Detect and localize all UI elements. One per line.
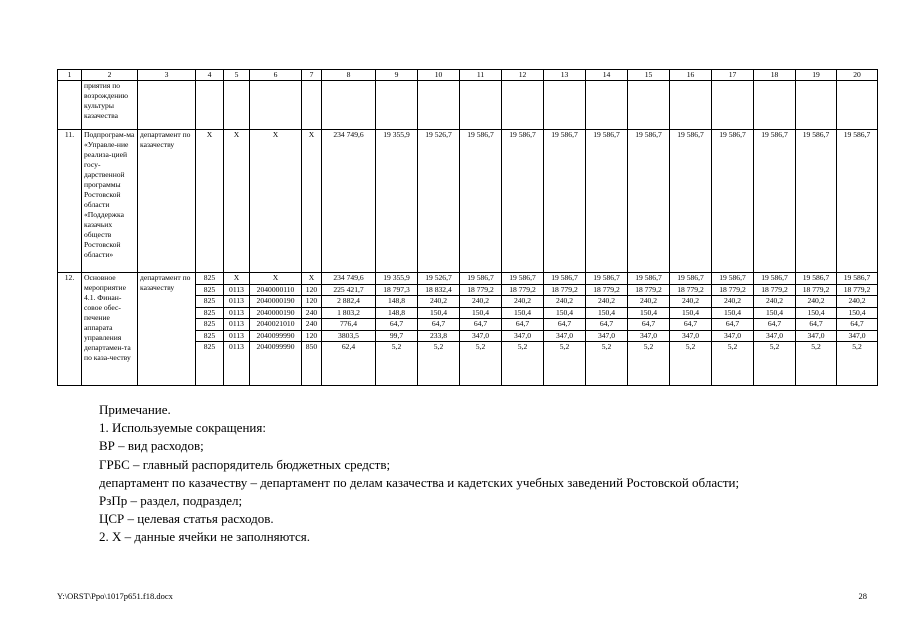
column-number-3: 3 [138, 70, 196, 81]
total-cell: 234 749,6 [322, 130, 376, 273]
grbs-cell: X [196, 130, 224, 273]
column-number-4: 4 [196, 70, 224, 81]
year-value: 240,2 [796, 295, 836, 307]
notes-title: Примечание. [99, 402, 171, 417]
year-value: 64,7 [376, 318, 417, 330]
grbs-value: 825 [196, 284, 223, 296]
row-name-cell: приятия по возрождению культуры казачества [82, 81, 138, 130]
year-value: 150,4 [502, 307, 543, 319]
year-value: 240,2 [712, 295, 753, 307]
grbs-value: 825 [196, 341, 223, 353]
vr-value: 120 [302, 284, 321, 296]
year-value: 150,4 [670, 307, 711, 319]
year-value: 18 779,2 [670, 284, 711, 296]
table-row-continuation [58, 81, 878, 130]
total-value: 225 421,7 [322, 284, 375, 296]
csr-value: 2040099990 [250, 341, 301, 353]
year-value-cell: 19 586,7 [670, 130, 712, 273]
table-header-row [58, 70, 878, 81]
year-value: 150,4 [544, 307, 585, 319]
notes-abbr-csr: ЦСР – целевая статья расходов. [99, 511, 274, 527]
total-value: 2 882,4 [322, 295, 375, 307]
csr-value: 2040000110 [250, 284, 301, 296]
notes-abbr-dept: департамент по казачеству – департамент по делам казачества и кадетских учебных заведений Ростовской области; [99, 474, 740, 490]
year-value-cell: 19 586,7 [544, 130, 586, 273]
year-column [418, 273, 460, 386]
year-value: 148,8 [376, 307, 417, 319]
year-value: 64,7 [670, 318, 711, 330]
column-number-16: 16 [670, 70, 712, 81]
year-value: 233,8 [418, 330, 459, 342]
total-column [322, 273, 376, 386]
column-number-15: 15 [628, 70, 670, 81]
year-value: 347,0 [628, 330, 669, 342]
table-row-main-activity [58, 273, 878, 386]
year-value: 64,7 [628, 318, 669, 330]
column-number-19: 19 [796, 70, 837, 81]
year-column [628, 273, 670, 386]
row-number: 11. [58, 130, 82, 273]
year-value-cell: 19 355,9 [376, 130, 418, 273]
column-number-18: 18 [754, 70, 796, 81]
year-value: 148,8 [376, 295, 417, 307]
year-value: 64,7 [712, 318, 753, 330]
year-value-cell: 19 586,7 [586, 130, 628, 273]
year-value: 19 526,7 [425, 273, 452, 282]
year-value: 150,4 [628, 307, 669, 319]
vr-value: X [308, 273, 315, 282]
vr-cell: X [302, 130, 322, 273]
year-value: 150,4 [796, 307, 836, 319]
year-value: 5,2 [837, 341, 877, 353]
column-number-5: 5 [224, 70, 250, 81]
rzpr-value: X [233, 273, 240, 282]
year-value-cell: 19 586,7 [712, 130, 754, 273]
footer-file-path: Y:\ORST\Ppo\1017p651.f18.docx [57, 591, 173, 601]
vr-value: 240 [302, 307, 321, 319]
year-value: 64,7 [502, 318, 543, 330]
year-column [376, 273, 418, 386]
grbs-value: 825 [196, 307, 223, 319]
year-value: 64,7 [837, 318, 877, 330]
year-value: 5,2 [544, 341, 585, 353]
year-value: 150,4 [460, 307, 501, 319]
csr-cell: X [250, 130, 302, 273]
year-value: 5,2 [628, 341, 669, 353]
year-value-cell: 19 586,7 [796, 130, 837, 273]
notes-abbr-rzpr: РзПр – раздел, подраздел; [99, 493, 243, 509]
year-value: 64,7 [544, 318, 585, 330]
year-value: 347,0 [796, 330, 836, 342]
year-value: 5,2 [460, 341, 501, 353]
year-value: 18 779,2 [502, 284, 543, 296]
year-value: 240,2 [418, 295, 459, 307]
csr-column [250, 273, 302, 386]
notes-block [99, 401, 739, 547]
year-column [544, 273, 586, 386]
year-value: 150,4 [418, 307, 459, 319]
vr-value: 850 [302, 341, 321, 353]
notes-abbr-vr: ВР – вид расходов; [99, 438, 204, 454]
year-value: 347,0 [586, 330, 627, 342]
year-value: 19 355,9 [383, 273, 410, 282]
grbs-value: 825 [196, 318, 223, 330]
year-value: 18 779,2 [796, 284, 836, 296]
year-column [670, 273, 712, 386]
year-column [796, 273, 837, 386]
year-value: 18 779,2 [460, 284, 501, 296]
year-value: 64,7 [460, 318, 501, 330]
csr-value: 2040000190 [250, 295, 301, 307]
year-value: 64,7 [418, 318, 459, 330]
year-value: 347,0 [670, 330, 711, 342]
year-value: 5,2 [712, 341, 753, 353]
csr-value: X [272, 273, 279, 282]
csr-value: 2040099990 [250, 330, 301, 342]
rzpr-value: 0113 [224, 284, 249, 296]
year-column [754, 273, 796, 386]
total-value: 3803,5 [322, 330, 375, 342]
year-value: 18 797,3 [376, 284, 417, 296]
rzpr-value: 0113 [224, 341, 249, 353]
year-value: 19 586,7 [635, 273, 662, 282]
year-value: 240,2 [544, 295, 585, 307]
executor-cell: департамент по казачеству [138, 273, 196, 386]
year-value-cell: 19 586,7 [460, 130, 502, 273]
year-value: 347,0 [502, 330, 543, 342]
year-value: 19 586,7 [509, 273, 536, 282]
year-value: 64,7 [586, 318, 627, 330]
year-value: 240,2 [586, 295, 627, 307]
vr-column [302, 273, 322, 386]
year-value: 347,0 [754, 330, 795, 342]
year-column [586, 273, 628, 386]
year-value: 347,0 [544, 330, 585, 342]
year-value: 19 586,7 [761, 273, 788, 282]
budget-table [57, 69, 878, 386]
year-value: 347,0 [712, 330, 753, 342]
year-value: 18 779,2 [586, 284, 627, 296]
rzpr-value: 0113 [224, 295, 249, 307]
total-value: 1 803,2 [322, 307, 375, 319]
rzpr-value: 0113 [224, 307, 249, 319]
column-number-14: 14 [586, 70, 628, 81]
column-number-10: 10 [418, 70, 460, 81]
year-value: 18 779,2 [837, 284, 877, 296]
column-number-11: 11 [460, 70, 502, 81]
notes-abbr-grbs: ГРБС – главный распорядитель бюджетных средств; [99, 456, 391, 472]
year-value: 64,7 [796, 318, 836, 330]
rzpr-value: 0113 [224, 330, 249, 342]
total-value: 776,4 [322, 318, 375, 330]
grbs-value: 825 [203, 273, 216, 282]
year-value: 240,2 [628, 295, 669, 307]
year-value: 18 779,2 [754, 284, 795, 296]
grbs-column [196, 273, 224, 386]
column-number-12: 12 [502, 70, 544, 81]
column-number-7: 7 [302, 70, 322, 81]
row-name-cell: Основное мероприятие 4.1. Финан-совое обес-печение аппарата управления департамен-та по каза-честву [82, 273, 138, 386]
year-value-cell: 19 586,7 [837, 130, 878, 273]
year-value: 5,2 [418, 341, 459, 353]
notes-item-1: 1. Используемые сокращения: [99, 420, 266, 436]
year-value: 240,2 [837, 295, 877, 307]
executor-cell: департамент по казачеству [138, 130, 196, 273]
year-value: 18 832,4 [418, 284, 459, 296]
rzpr-value: 0113 [224, 318, 249, 330]
year-value: 19 586,7 [843, 273, 871, 282]
year-value: 64,7 [754, 318, 795, 330]
year-value: 240,2 [754, 295, 795, 307]
year-value: 5,2 [796, 341, 836, 353]
row-name-cell: Подпрограм-ма «Управле-ние реализа-цией госу-дарственной программы Ростовской области «Поддержка казачьих обществ Ростовской области» [82, 130, 138, 273]
vr-value: 120 [302, 295, 321, 307]
year-value: 19 586,7 [467, 273, 494, 282]
row-number: 12. [58, 273, 82, 386]
year-value: 18 779,2 [544, 284, 585, 296]
year-value: 150,4 [754, 307, 795, 319]
page-number: 28 [858, 591, 867, 601]
table-row-subprogram [58, 130, 878, 273]
column-number-6: 6 [250, 70, 302, 81]
year-value: 5,2 [754, 341, 795, 353]
column-number-2: 2 [82, 70, 138, 81]
year-column [837, 273, 878, 386]
column-number-20: 20 [837, 70, 878, 81]
year-value: 5,2 [376, 341, 417, 353]
year-value: 347,0 [460, 330, 501, 342]
year-value: 5,2 [502, 341, 543, 353]
year-value: 19 586,7 [719, 273, 746, 282]
year-value-cell: 19 586,7 [628, 130, 670, 273]
year-value: 5,2 [586, 341, 627, 353]
column-number-17: 17 [712, 70, 754, 81]
grbs-value: 825 [196, 295, 223, 307]
vr-value: 240 [302, 318, 321, 330]
column-number-8: 8 [322, 70, 376, 81]
year-value: 150,4 [586, 307, 627, 319]
year-value: 150,4 [712, 307, 753, 319]
rzpr-cell: X [224, 130, 250, 273]
column-number-13: 13 [544, 70, 586, 81]
year-value: 5,2 [670, 341, 711, 353]
csr-value: 2040021010 [250, 318, 301, 330]
total-value: 234 749,6 [333, 273, 364, 282]
year-value: 19 586,7 [551, 273, 578, 282]
rzpr-column [224, 273, 250, 386]
year-value-cell: 19 586,7 [502, 130, 544, 273]
year-column [460, 273, 502, 386]
year-value: 240,2 [670, 295, 711, 307]
year-value: 19 586,7 [593, 273, 620, 282]
column-number-9: 9 [376, 70, 418, 81]
year-value: 240,2 [460, 295, 501, 307]
vr-value: 120 [302, 330, 321, 342]
year-value: 19 586,7 [802, 273, 830, 282]
year-value: 99,7 [376, 330, 417, 342]
year-value-cell: 19 526,7 [418, 130, 460, 273]
column-number-1: 1 [58, 70, 82, 81]
year-value: 18 779,2 [628, 284, 669, 296]
year-value: 19 586,7 [677, 273, 704, 282]
year-value: 347,0 [837, 330, 877, 342]
total-value: 62,4 [322, 341, 375, 353]
grbs-value: 825 [196, 330, 223, 342]
year-column [502, 273, 544, 386]
year-value: 240,2 [502, 295, 543, 307]
csr-value: 2040000190 [250, 307, 301, 319]
year-column [712, 273, 754, 386]
year-value: 18 779,2 [712, 284, 753, 296]
year-value-cell: 19 586,7 [754, 130, 796, 273]
year-value: 150,4 [837, 307, 877, 319]
notes-item-2: 2. Х – данные ячейки не заполняются. [99, 529, 311, 545]
